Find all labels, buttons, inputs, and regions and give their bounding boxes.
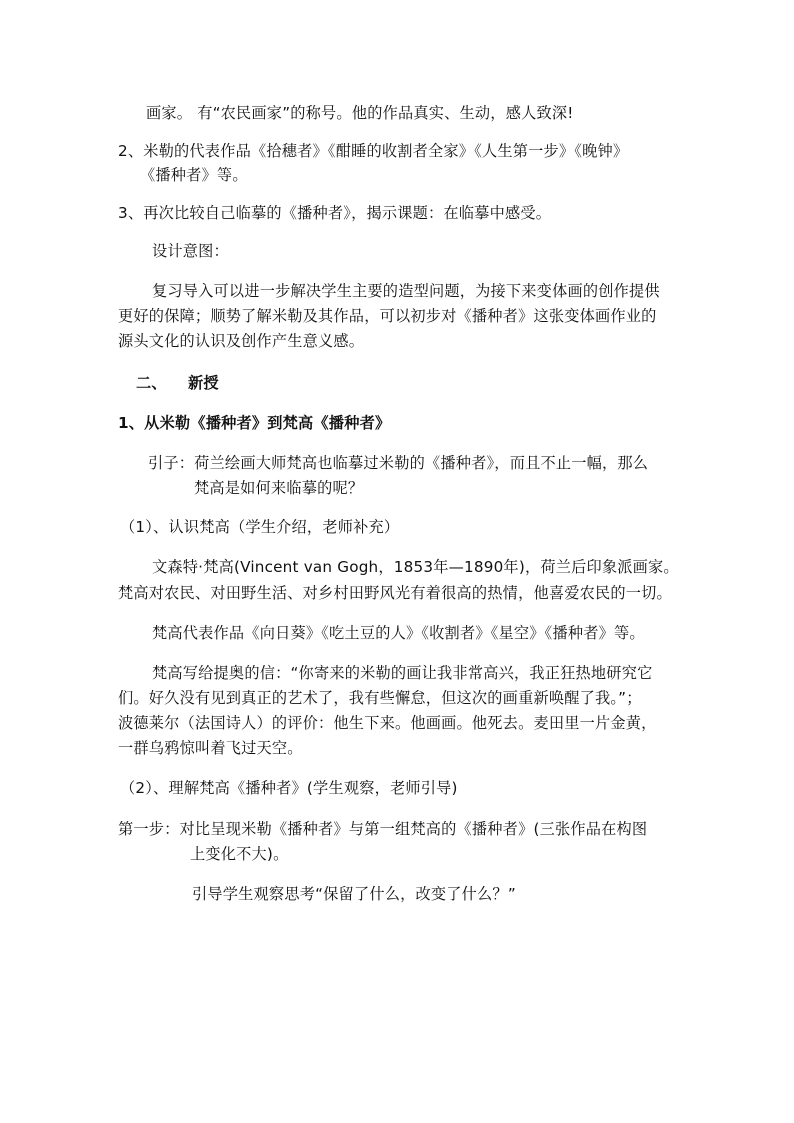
- design-intent-text: 复习导入可以进一步解决学生主要的造型问题，为接下来变体画的创作提供: [152, 282, 660, 300]
- section-title: 新授: [188, 374, 219, 392]
- design-intent-text: 更好的保障；顺势了解米勒及其作品，可以初步对《播种者》这张变体画作业的: [118, 307, 657, 325]
- lead-paragraph: 引子：荷兰绘画大师梵高也临摹过米勒的《播种者》，而且不止一幅，那么: [148, 454, 649, 472]
- lead-paragraph: 梵高是如何来临摹的呢？: [194, 479, 364, 497]
- step-1: 上变化不大)。: [190, 845, 289, 863]
- list-item-2-line: 2、米勒的代表作品《拾穗者》《酣睡的收割者全家》《人生第一步》《晚钟》: [118, 142, 629, 160]
- list-item-3: 3、再次比较自己临摹的《播种者》，揭示课题：在临摹中感受。: [118, 204, 552, 222]
- vangogh-bio: 文森特·梵高(Vincent van Gogh，1853年—1890年)，荷兰后印象派画家。: [152, 558, 679, 576]
- letter-quote: 们。好久没有见到真正的艺术了，我有些懈怠，但这次的画重新唤醒了我。”；: [118, 689, 642, 707]
- sub-heading-1: （1）、认识梵高（学生介绍，老师补充）: [120, 518, 400, 536]
- letter-quote: 一群乌鸦惊叫着飞过天空。: [118, 739, 303, 757]
- sub-heading-2: （2）、理解梵高《播种者》(学生观察，老师引导): [120, 779, 458, 797]
- section-number: 二、: [136, 374, 167, 392]
- paragraph-line: 画家。 有“农民画家”的称号。他的作品真实、生动，感人致深!: [146, 104, 574, 122]
- subsection-heading: 1、从米勒《播种者》到梵高《播种者》: [118, 414, 391, 432]
- guide-question: 引导学生观察思考“保留了什么，改变了什么？”: [192, 885, 516, 903]
- letter-quote: 波德莱尔（法国诗人）的评价：他生下来。他画画。他死去。麦田里一片金黄，: [118, 714, 657, 732]
- design-intent-label: 设计意图：: [152, 242, 229, 260]
- design-intent-text: 源头文化的认识及创作产生意义感。: [118, 332, 365, 350]
- letter-quote: 梵高写给提奥的信：“你寄来的米勒的画让我非常高兴，我正狂热地研究它: [152, 664, 653, 682]
- step-1: 第一步：对比呈现米勒《播种者》与第一组梵高的《播种者》(三张作品在构图: [118, 820, 648, 838]
- vangogh-bio: 梵高对农民、对田野生活、对乡村田野风光有着很高的热情，他喜爱农民的一切。: [118, 584, 672, 602]
- list-item-2-line: 《播种者》等。: [140, 166, 248, 184]
- vangogh-works: 梵高代表作品《向日葵》《吃土豆的人》《收割者》《星空》《播种者》等。: [152, 624, 645, 642]
